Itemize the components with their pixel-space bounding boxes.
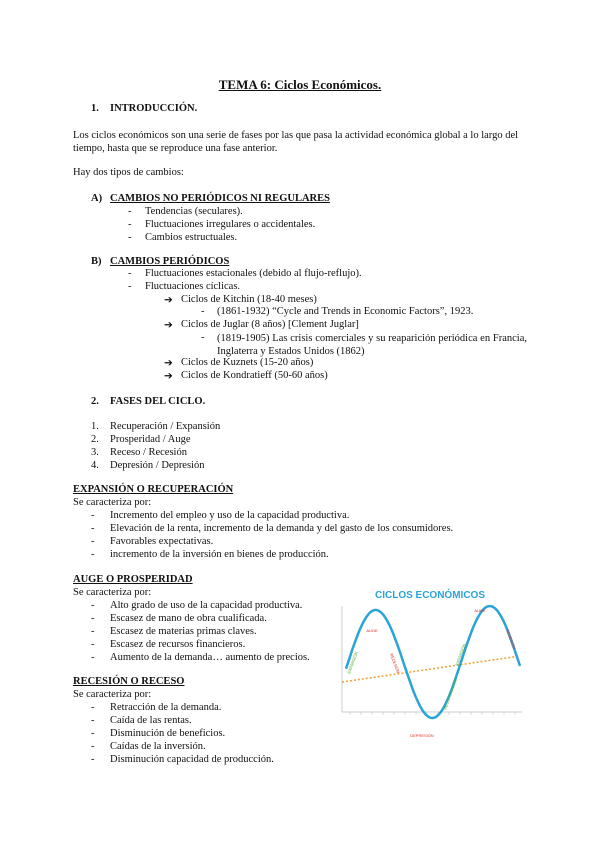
arrow-right-icon: ➔ <box>164 295 173 306</box>
list-item: Caídas de la inversión. <box>110 741 206 752</box>
page-title: TEMA 6: Ciclos Económicos. <box>218 77 382 92</box>
kondratieff-cycle: Ciclos de Kondratieff (50-60 años) <box>181 370 328 381</box>
expansion-intro: Se caracteriza por: <box>73 497 152 508</box>
list-item: Escasez de recursos financieros. <box>110 639 246 650</box>
section-number: 2. <box>91 396 99 407</box>
section-a-letter: A) <box>91 193 103 204</box>
list-item: Incremento del empleo y uso de la capacidad productiva. <box>110 510 350 521</box>
label-depresion: DEPRESIÓN <box>410 733 434 738</box>
cycle-curve <box>346 606 520 718</box>
kitchin-note: (1861-1932) “Cycle and Trends in Economic Factors”, 1923. <box>217 306 474 317</box>
list-item: Prosperidad / Auge <box>110 434 191 445</box>
list-item: Caída de las rentas. <box>110 715 192 726</box>
list-item: Recuperación / Expansión <box>110 421 221 432</box>
section-heading-intro: INTRODUCCIÓN. <box>110 103 198 114</box>
juglar-note: (1819-1905) Las crisis comerciales y su reaparición periódica en Francia, Inglaterra y Estados Unidos (1862) <box>217 333 527 357</box>
section-number: 1. <box>91 103 99 114</box>
list-item: Aumento de la demanda… aumento de precios. <box>110 652 310 663</box>
auge-intro: Se caracteriza por: <box>73 587 152 598</box>
kitchin-cycle: Ciclos de Kitchin (18-40 meses) <box>181 294 317 305</box>
label-expansion-2: EXPANSIÓN <box>454 642 467 667</box>
list-item: Receso / Recesión <box>110 447 187 458</box>
arrow-right-icon: ➔ <box>164 320 173 331</box>
list-item: Fluctuaciones cíclicas. <box>145 281 241 292</box>
list-item: Favorables expectativas. <box>110 536 214 547</box>
expansion-heading: EXPANSIÓN O RECUPERACIÓN <box>73 484 234 495</box>
section-a-heading: CAMBIOS NO PERIÓDICOS NI REGULARES <box>110 193 330 204</box>
juglar-cycle: Ciclos de Juglar (8 años) [Clement Juglar] <box>181 319 359 330</box>
list-item: Elevación de la renta, incremento de la demanda y del gasto de los consumidores. <box>110 523 454 534</box>
list-item: Retracción de la demanda. <box>110 702 222 713</box>
arrow-right-icon: ➔ <box>164 371 173 382</box>
label-auge-2: AUGE <box>474 608 486 613</box>
figure-title: CICLOS ECONÓMICOS <box>374 590 486 601</box>
list-item: Escasez de mano de obra cualificada. <box>110 613 267 624</box>
list-item: Escasez de materias primas claves. <box>110 626 257 637</box>
section-b-heading: CAMBIOS PERIÓDICOS <box>110 256 230 267</box>
kuznets-cycle: Ciclos de Kuznets (15-20 años) <box>181 357 314 368</box>
list-item: incremento de la inversión en bienes de producción. <box>110 549 329 560</box>
label-recesion-2: RECESIÓN <box>505 628 517 650</box>
recesion-heading: RECESIÓN O RECESO <box>73 676 185 687</box>
list-item: Depresión / Depresión <box>110 460 205 471</box>
list-item: Fluctuaciones estacionales (debido al flujo-reflujo). <box>145 268 362 279</box>
list-item: Fluctuaciones irregulares o accidentales. <box>145 219 316 230</box>
section-b-letter: B) <box>91 256 102 267</box>
list-item: Alto grado de uso de la capacidad productiva. <box>110 600 303 611</box>
list-item: Disminución de beneficios. <box>110 728 226 739</box>
intro-paragraph: Los ciclos económicos son una serie de fases por las que pasa la actividad económica global a lo largo del tiempo, hasta que se reproduce una fase anterior. <box>73 130 519 154</box>
list-item: Disminución capacidad de producción. <box>110 754 274 765</box>
economic-cycle-figure <box>330 582 530 762</box>
list-item: Tendencias (seculares). <box>145 206 243 217</box>
intro-paragraph-2: Hay dos tipos de cambios: <box>73 167 184 178</box>
section-heading-fases: FASES DEL CICLO. <box>110 396 206 407</box>
recesion-intro: Se caracteriza por: <box>73 689 152 700</box>
list-item: Cambios estructuales. <box>145 232 238 243</box>
trend-line <box>342 656 520 682</box>
label-expansion-1: EXPANSIÓN <box>346 650 359 675</box>
arrow-right-icon: ➔ <box>164 358 173 369</box>
label-recesion-1: RECESIÓN <box>389 652 401 674</box>
auge-heading: AUGE O PROSPERIDAD <box>73 574 193 585</box>
axis-ticks <box>350 712 515 715</box>
label-recuperacion: RECUPERACIÓN <box>442 678 458 711</box>
label-auge-1: AUGE <box>366 628 378 633</box>
